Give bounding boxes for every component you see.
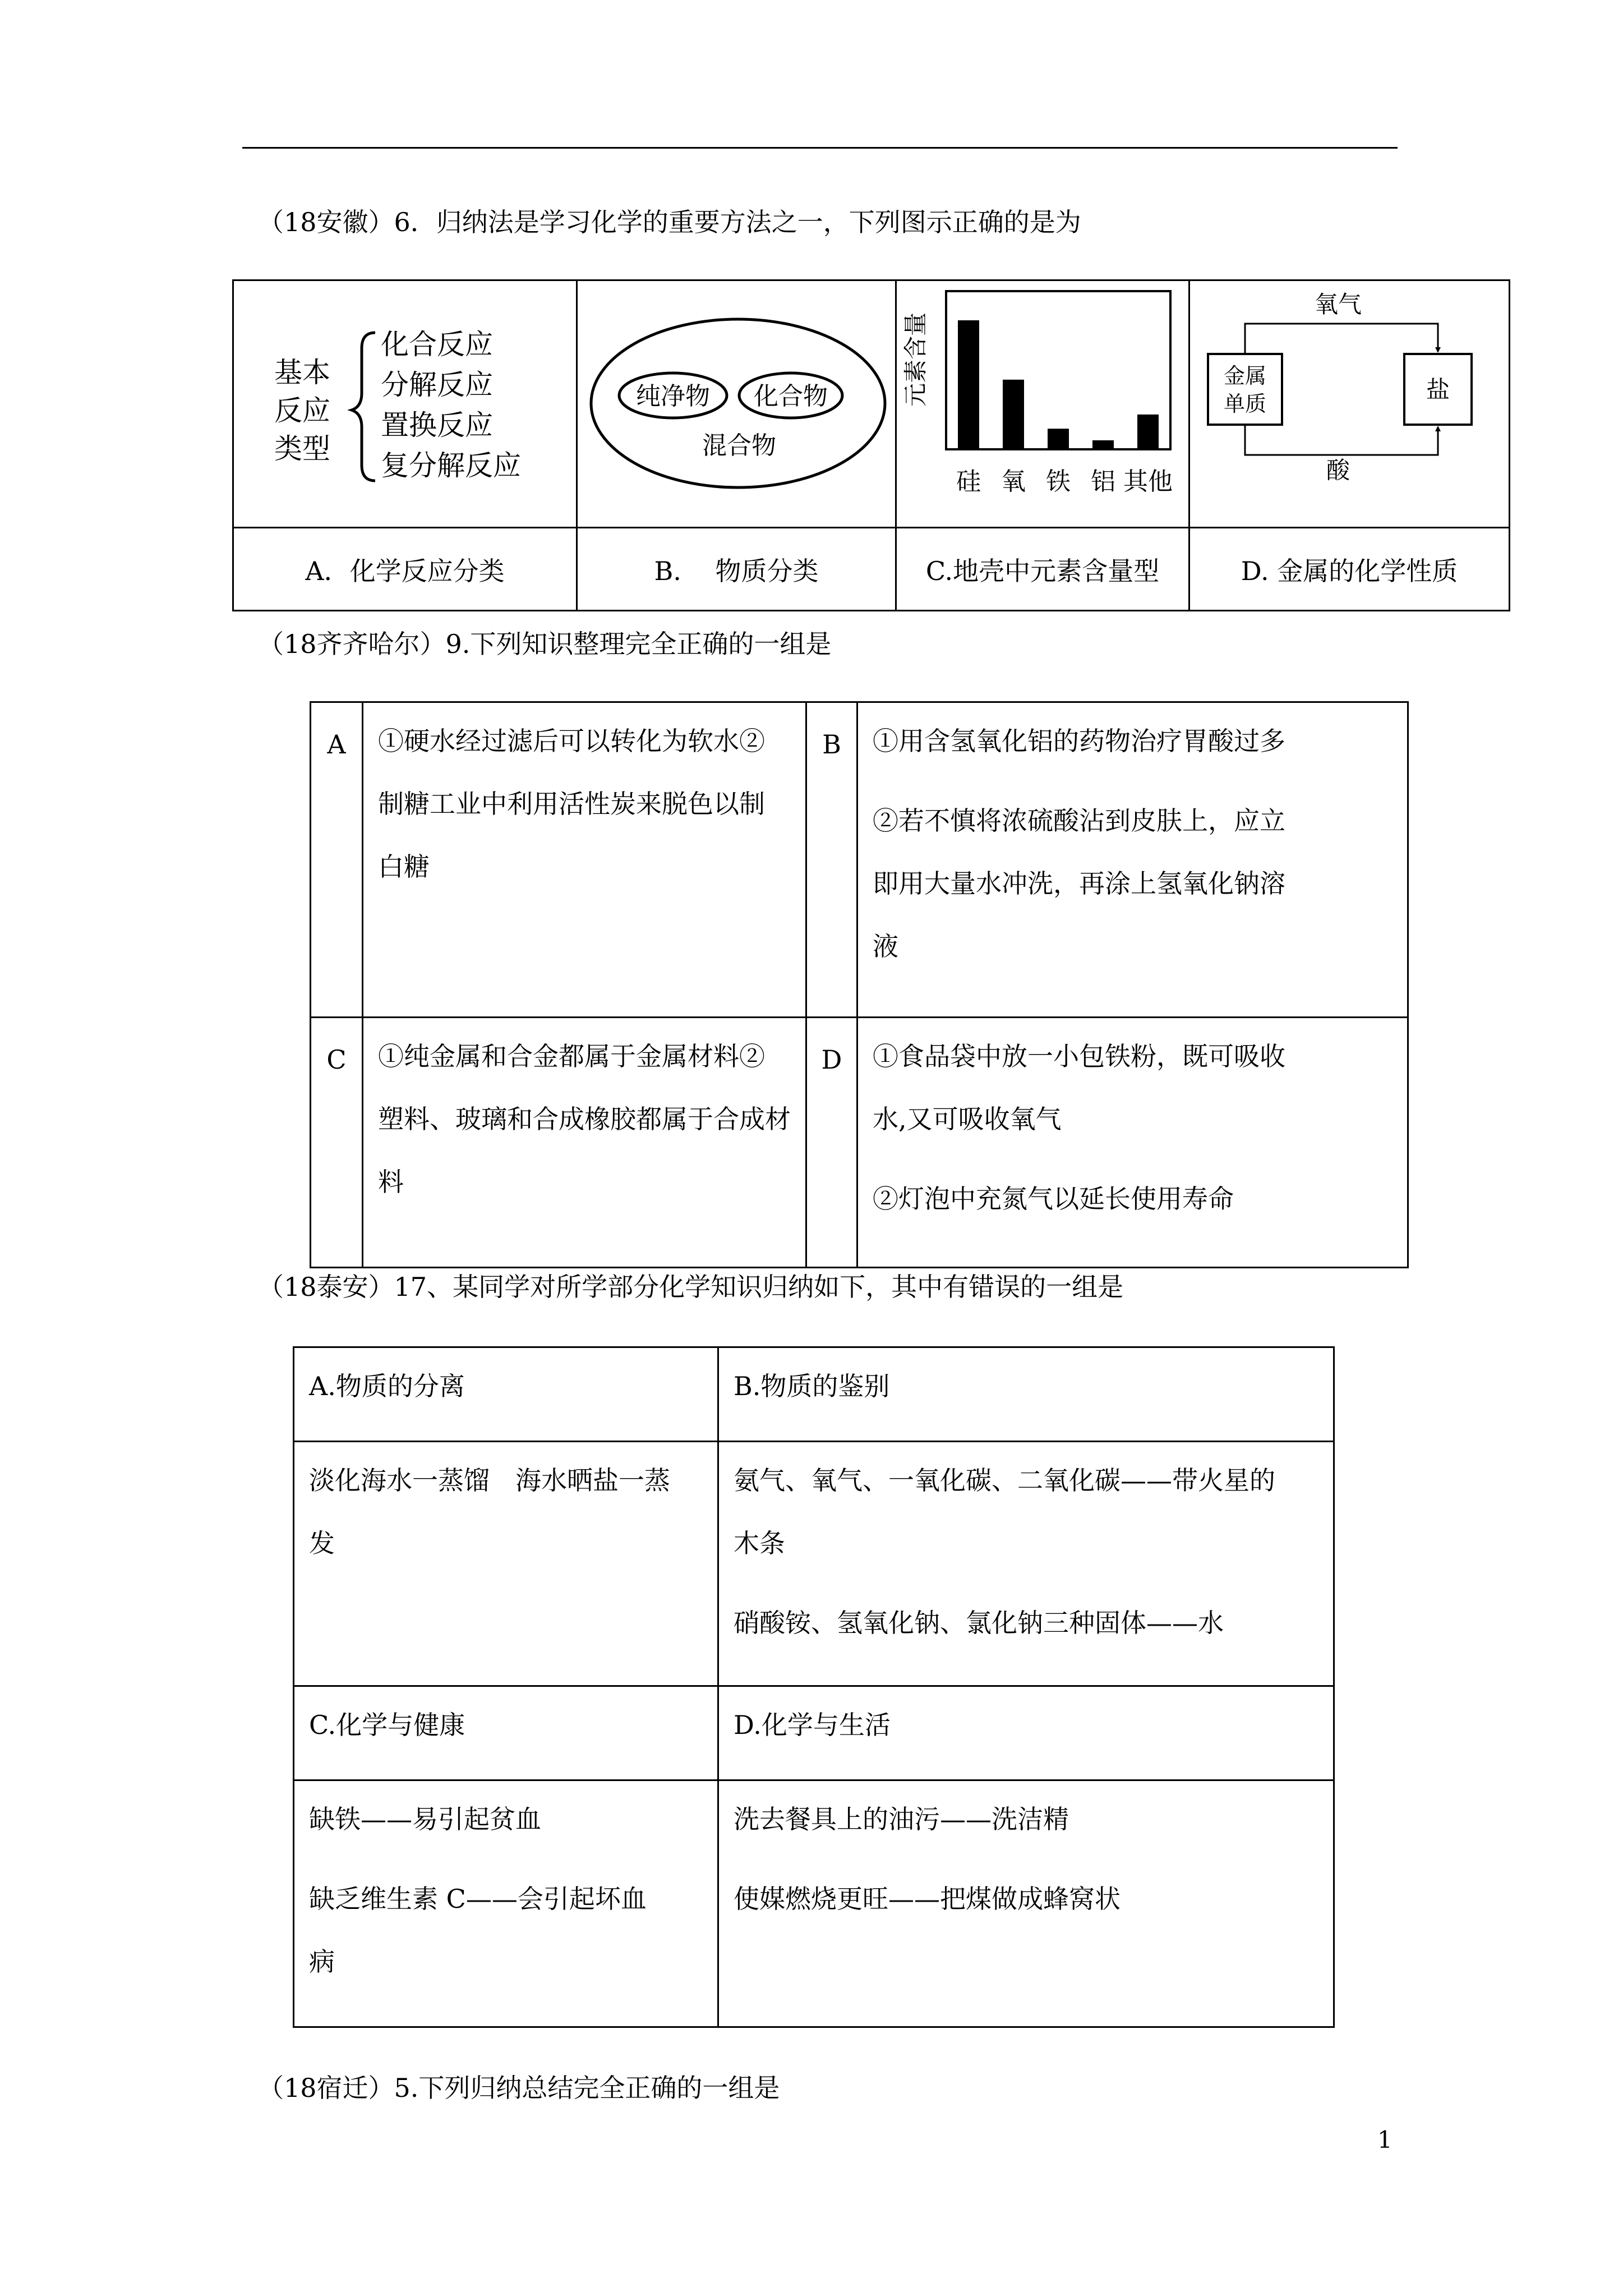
metal-box-line-2: 单质 [1223, 393, 1267, 416]
oxygen-label: 氧气 [1314, 291, 1362, 318]
q17-d-line-2: 使媒燃烧更旺——把煤做成蜂窝状 [734, 1884, 1121, 1914]
bar-5 [1137, 415, 1159, 449]
bar-1 [958, 320, 979, 449]
q17-head-d-text: D.化学与生活 [734, 1710, 891, 1740]
q17-head-d [718, 1686, 1334, 1780]
bar-2 [1003, 380, 1024, 449]
q17-b-line-1: 氨气、氧气、一氧化碳、二氧化碳——带火星的 [734, 1465, 1275, 1496]
q17-b-line-2: 木条 [734, 1528, 785, 1558]
header-rule [242, 147, 1398, 149]
bar-4 [1092, 440, 1114, 449]
q17-cell-c [294, 1780, 718, 2027]
reaction-type-2: 分解反应 [381, 369, 493, 401]
acid-arrow [1245, 425, 1438, 455]
brace-label-1: 基本 [274, 357, 330, 388]
q17-head-b-text: B.物质的鉴别 [734, 1371, 890, 1401]
caption-d: D. 金属的化学性质 [1189, 528, 1510, 611]
q9-key-c: C [311, 1018, 363, 1268]
element-content-bar-chart [897, 281, 1188, 524]
caption-c: C.地壳中元素含量型 [896, 528, 1189, 611]
q9-c-line-2: 塑料、玻璃和合成橡胶都属于合成材 [378, 1104, 791, 1134]
metal-box-line-1: 金属 [1223, 365, 1267, 388]
q9-b-line-3: 即用大量水冲洗，再涂上氢氧化钠溶 [873, 868, 1285, 899]
bar-3 [1048, 429, 1069, 449]
q9-key-b: B [806, 702, 857, 1018]
q17-b-line-3: 硝酸铵、氢氧化钠、氯化钠三种固体——水 [734, 1608, 1224, 1638]
q17-c-line-2: 缺乏维生素 C——会引起坏血 [309, 1884, 647, 1914]
chart-ylabel: 元素含量 [902, 312, 929, 407]
q9-table [310, 701, 1409, 1268]
q17-c-line-3: 病 [309, 1947, 335, 1977]
brace-label-2: 反应 [274, 395, 330, 426]
caption-b: B. 物质分类 [577, 528, 896, 611]
q9-b-line-4: 液 [873, 931, 898, 961]
q9-cell-b [857, 702, 1408, 1018]
q17-table [293, 1346, 1335, 2028]
q17-title: （18泰安）17、某同学对所学部分化学知识归纳如下，其中有错误的一组是 [258, 1272, 1124, 1302]
q9-d-line-2: 水,又可吸收氧气 [873, 1104, 1062, 1134]
inner-right-label: 化合物 [754, 383, 828, 410]
q9-c-line-3: 料 [378, 1167, 404, 1197]
q17-head-a-text: A.物质的分离 [309, 1371, 465, 1401]
q17-head-a [294, 1347, 718, 1442]
x-tick-label-4: 铝 [1091, 468, 1115, 495]
reaction-type-1: 化合反应 [381, 329, 493, 360]
q6-figure-table [232, 279, 1510, 611]
q9-b-line-2: ②若不慎将浓硫酸沾到皮肤上，应立 [873, 806, 1285, 836]
acid-label: 酸 [1326, 457, 1350, 484]
q9-cell-d [857, 1018, 1408, 1268]
q9-cell-a [363, 702, 806, 1018]
q17-c-line-1: 缺铁——易引起贫血 [309, 1804, 541, 1834]
brace-label-3: 类型 [274, 433, 330, 464]
q17-cell-d [718, 1780, 1334, 2027]
oxygen-arrow [1245, 324, 1438, 354]
q9-title: （18齐齐哈尔）9.下列知识整理完全正确的一组是 [258, 629, 832, 659]
q17-head-c [294, 1686, 718, 1780]
q17-cell-a [294, 1442, 718, 1686]
outer-label: 混合物 [702, 432, 776, 459]
x-tick-label-5: 其他 [1123, 468, 1173, 495]
q17-a-line-2: 发 [309, 1528, 335, 1558]
caption-a: A．化学反应分类 [233, 528, 577, 611]
x-tick-label-2: 氧 [1001, 468, 1026, 495]
panel-c [896, 280, 1189, 528]
q9-key-d: D [806, 1018, 857, 1268]
q9-c-line-1: ①纯金属和合金都属于金属材料② [378, 1041, 765, 1071]
panel-a [233, 280, 577, 528]
inner-left-label: 纯净物 [636, 383, 710, 410]
x-tick-label-1: 硅 [956, 468, 981, 495]
panel-d [1189, 280, 1510, 528]
chart-frame [946, 291, 1170, 449]
panel-d-figure [1190, 281, 1509, 524]
q9-key-a: A [311, 702, 363, 1018]
curly-brace [352, 333, 375, 481]
x-tick-label-3: 铁 [1046, 468, 1071, 495]
q9-a-line-2: 制糖工业中利用活性炭来脱色以制 [378, 789, 765, 819]
q9-cell-c [363, 1018, 806, 1268]
q17-cell-b [718, 1442, 1334, 1686]
salt-label: 盐 [1426, 376, 1450, 403]
reaction-type-4: 复分解反应 [381, 450, 521, 481]
q17-a-line-1: 淡化海水一蒸馏 海水晒盐一蒸 [309, 1465, 670, 1496]
q9-b-line-1: ①用含氢氧化铝的药物治疗胃酸过多 [873, 726, 1285, 756]
q17-head-b [718, 1347, 1334, 1442]
q17-head-c-text: C.化学与健康 [309, 1710, 465, 1740]
q9-d-line-1: ①食品袋中放一小包铁粉，既可吸收 [873, 1041, 1285, 1071]
panel-a-figure [234, 281, 576, 524]
panel-b [577, 280, 896, 528]
reaction-type-3: 置换反应 [381, 409, 493, 441]
panel-b-figure [578, 281, 895, 524]
q17-d-line-1: 洗去餐具上的油污——洗洁精 [734, 1804, 1069, 1834]
page-number: 1 [1377, 2126, 1393, 2154]
q9-a-line-1: ①硬水经过滤后可以转化为软水② [378, 726, 765, 756]
q9-a-line-3: 白糖 [378, 852, 430, 882]
q6-title: （18安徽）6．归纳法是学习化学的重要方法之一，下列图示正确的是为 [258, 207, 1081, 237]
q9-d-line-3: ②灯泡中充氮气以延长使用寿命 [873, 1184, 1234, 1214]
q5-title: （18宿迁）5.下列归纳总结完全正确的一组是 [258, 2073, 780, 2103]
